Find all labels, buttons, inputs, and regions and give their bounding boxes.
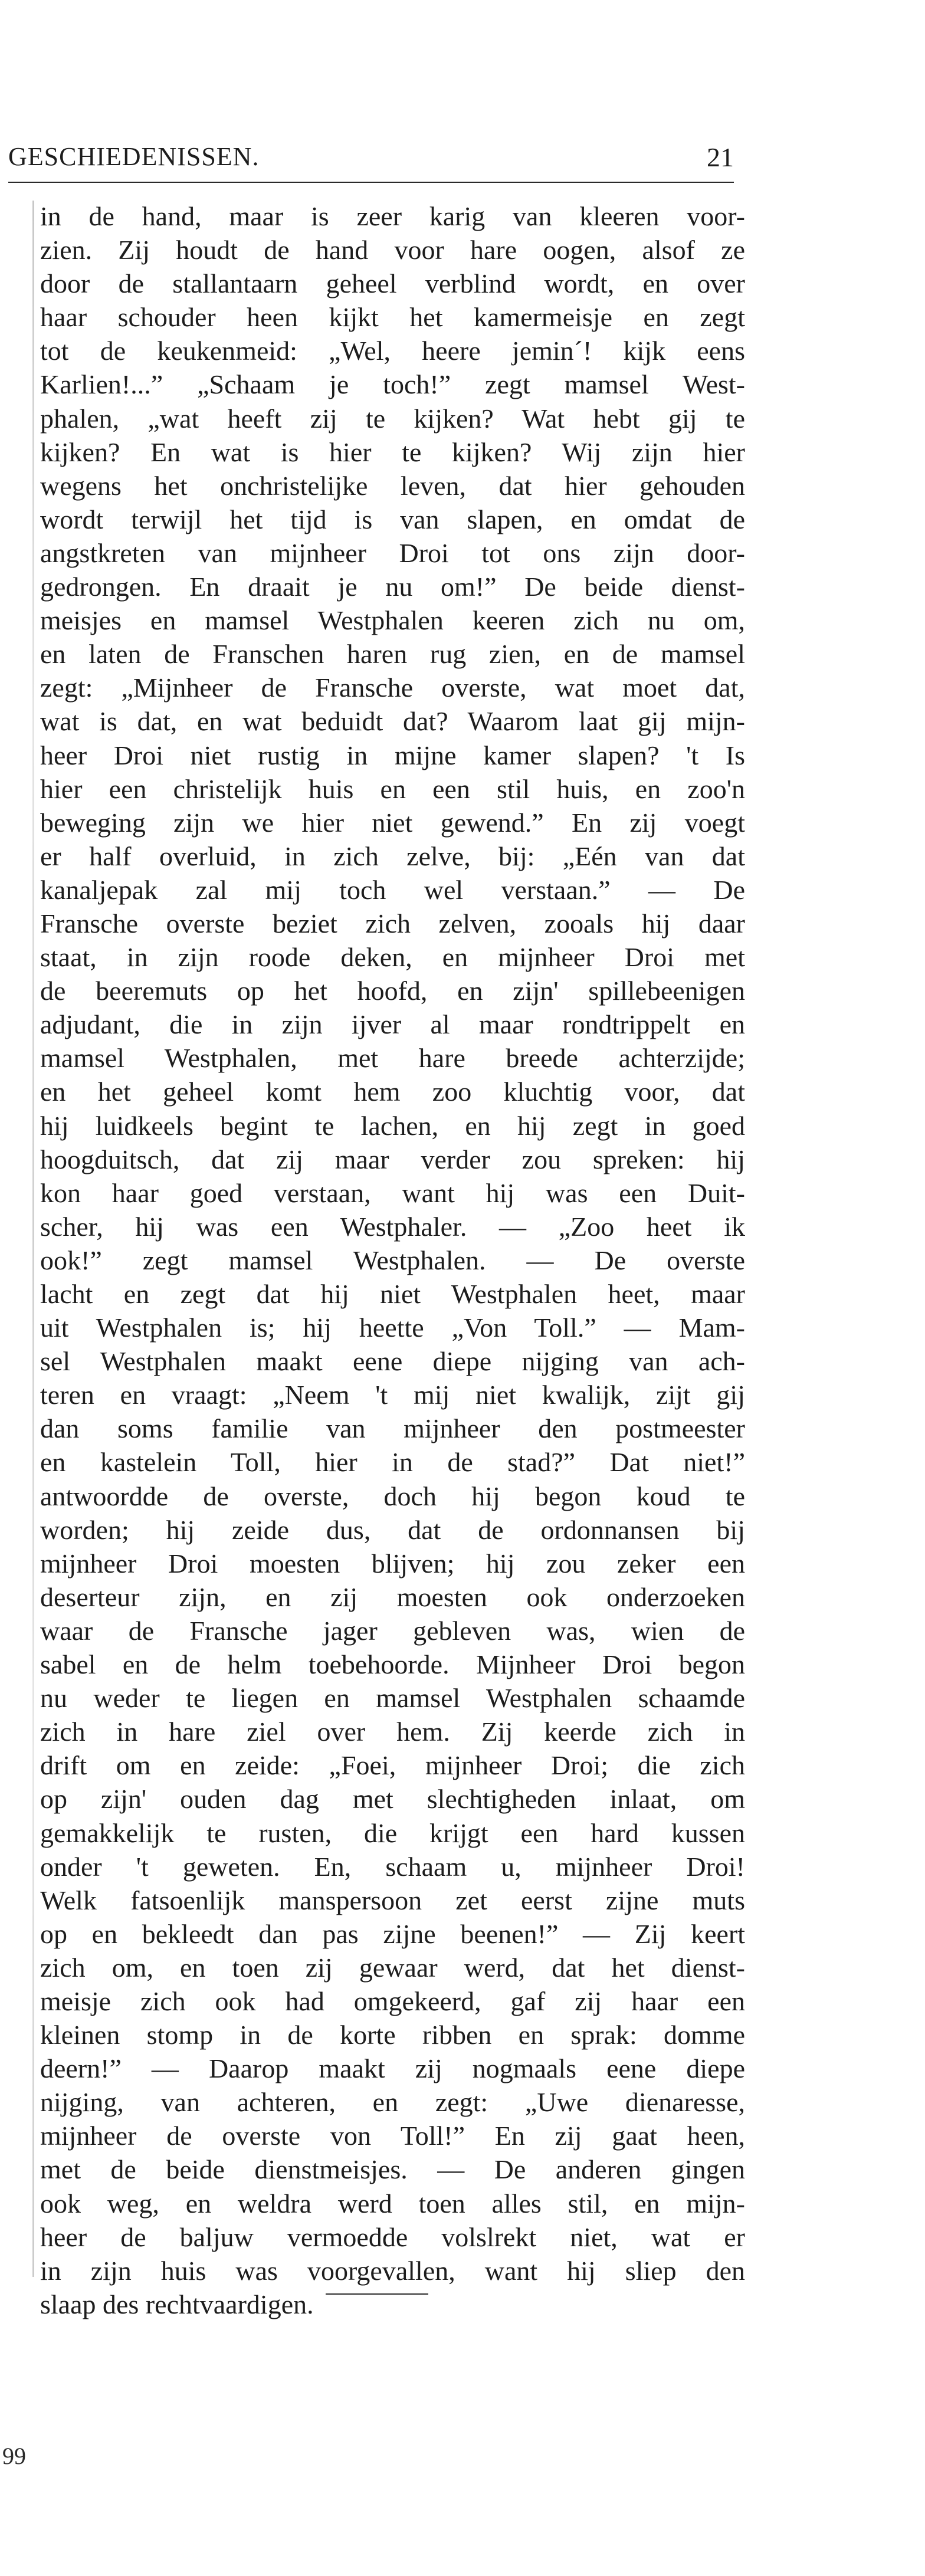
text-line: Welk fatsoenlijk manspersoon zet eerst zijne muts [40, 1885, 745, 1915]
text-line: mijnheer de overste von Toll!” En zij gaat heen, [40, 2121, 745, 2151]
text-line: en kastelein Toll, hier in de stad?” Dat niet!” [40, 1447, 745, 1478]
text-line: sabel en de helm toebehoorde. Mijnheer Droi begon [40, 1649, 745, 1680]
text-line: meisjes en mamsel Westphalen keeren zich nu om, [40, 605, 745, 636]
text-line: wegens het onchristelijke leven, dat hier gehouden [40, 470, 745, 501]
text-line: kijken? En wat is hier te kijken? Wij zijn hier [40, 437, 745, 467]
text-line: gemakkelijk te rusten, die krijgt een hard kussen [40, 1817, 745, 1848]
text-line: zich om, en toen zij gewaar werd, dat het dienst- [40, 1952, 745, 1983]
text-line: worden; hij zeide dus, dat de ordonnansen bij [40, 1514, 745, 1545]
end-rule [326, 2293, 428, 2295]
text-line: scher, hij was een Westphaler. — „Zoo heet ik [40, 1211, 745, 1242]
text-line: en het geheel komt hem zoo kluchtig voor, dat [40, 1077, 745, 1107]
text-line: de beeremuts op het hoofd, en zijn' spillebeenigen [40, 976, 745, 1006]
body-text [40, 199, 745, 2321]
text-line: zien. Zij houdt de hand voor hare oogen, alsof ze [40, 235, 745, 265]
text-line: deserteur zijn, en zij moesten ook onderzoeken [40, 1581, 745, 1612]
text-line: tot de keukenmeid: „Wel, heere jemin´! kijk eens [40, 336, 745, 366]
text-line: op en bekleedt dan pas zijne beenen!” — Zij keert [40, 1918, 745, 1949]
text-line: mamsel Westphalen, met hare breede achterzijde; [40, 1043, 745, 1074]
text-line: deern!” — Daarop maakt zij nogmaals eene diepe [40, 2053, 745, 2084]
text-line: Fransche overste beziet zich zelven, zooals hij daar [40, 908, 745, 938]
text-line: haar schouder heen kijkt het kamermeisje en zegt [40, 302, 745, 333]
text-line: waar de Fransche jager gebleven was, wien de [40, 1615, 745, 1646]
page-number: 21 [707, 142, 734, 172]
text-line: met de beide dienstmeisjes. — De anderen gingen [40, 2154, 745, 2185]
text-line: door de stallantaarn geheel verblind wordt, en over [40, 268, 745, 299]
running-header [8, 134, 734, 182]
text-line: gedrongen. En draait je nu om!” De beide dienst- [40, 572, 745, 602]
running-title: GESCHIEDENISSEN. [8, 142, 260, 171]
text-line: kon haar goed verstaan, want hij was een Duit- [40, 1177, 745, 1208]
text-line: kanaljepak zal mij toch wel verstaan.” — De [40, 874, 745, 905]
text-line: angstkreten van mijnheer Droi tot ons zijn door- [40, 537, 745, 568]
text-line: sel Westphalen maakt eene diepe nijging van ach- [40, 1346, 745, 1377]
text-line: zich in hare ziel over hem. Zij keerde zich in [40, 1717, 745, 1747]
text-line: er half overluid, in zich zelve, bij: „Eén van dat [40, 841, 745, 871]
text-line: en laten de Franschen haren rug zien, en de mamsel [40, 639, 745, 670]
text-line: dan soms familie van mijnheer den postmeester [40, 1413, 745, 1444]
text-line: kleinen stomp in de korte ribben en sprak: domme [40, 2020, 745, 2050]
text-line: lacht en zegt dat hij niet Westphalen heet, maar [40, 1279, 745, 1309]
margin-shadow [32, 201, 34, 2277]
header-rule [8, 182, 734, 183]
text-line: wordt terwijl het tijd is van slapen, en omdat de [40, 504, 745, 534]
text-line: hier een christelijk huis en een stil huis, en zoo'n [40, 773, 745, 804]
text-line: phalen, „wat heeft zij te kijken? Wat hebt gij te [40, 403, 745, 434]
text-line: zegt: „Mijnheer de Fransche overste, wat moet dat, [40, 672, 745, 703]
text-line: heer de baljuw vermoedde volslrekt niet, wat er [40, 2221, 745, 2252]
text-line: in zijn huis was voorgevallen, want hij sliep den [40, 2255, 745, 2286]
text-line: staat, in zijn roode deken, en mijnheer Droi met [40, 942, 745, 973]
text-line: op zijn' ouden dag met slechtigheden inlaat, om [40, 1784, 745, 1814]
text-line: heer Droi niet rustig in mijne kamer slapen? 't Is [40, 740, 745, 770]
text-line: teren en vraagt: „Neem 't mij niet kwalijk, zijt gij [40, 1380, 745, 1410]
text-line: beweging zijn we hier niet gewend.” En zij voegt [40, 807, 745, 838]
text-line: hij luidkeels begint te lachen, en hij zegt in goed [40, 1110, 745, 1141]
text-line: in de hand, maar is zeer karig van kleeren voor- [40, 201, 745, 231]
text-line: drift om en zeide: „Foei, mijnheer Droi; die zich [40, 1750, 745, 1781]
text-line: uit Westphalen is; hij heette „Von Toll.” — Mam- [40, 1312, 745, 1343]
text-line: nijging, van achteren, en zegt: „Uwe dienaresse, [40, 2087, 745, 2118]
text-line: antwoordde de overste, doch hij begon koud te [40, 1481, 745, 1511]
text-line: hoogduitsch, dat zij maar verder zou spreken: hij [40, 1144, 745, 1174]
text-line: meisje zich ook had omgekeerd, gaf zij haar een [40, 1986, 745, 2016]
text-line: ook!” zegt mamsel Westphalen. — De overste [40, 1245, 745, 1275]
text-line: mijnheer Droi moesten blijven; hij zou zeker een [40, 1548, 745, 1579]
text-line: nu weder te liegen en mamsel Westphalen schaamde [40, 1683, 745, 1714]
text-line: adjudant, die in zijn ijver al maar rondtrippelt en [40, 1009, 745, 1040]
text-line: wat is dat, en wat beduidt dat? Waarom laat gij mijn- [40, 706, 745, 737]
signature-mark: 99 [2, 2443, 26, 2469]
text-line: slaap des rechtvaardigen. [40, 2289, 314, 2319]
text-line: onder 't geweten. En, schaam u, mijnheer Droi! [40, 1851, 745, 1882]
text-line: ook weg, en weldra werd toen alles stil, en mijn- [40, 2188, 745, 2219]
text-line: Karlien!...” „Schaam je toch!” zegt mamsel West- [40, 369, 745, 400]
